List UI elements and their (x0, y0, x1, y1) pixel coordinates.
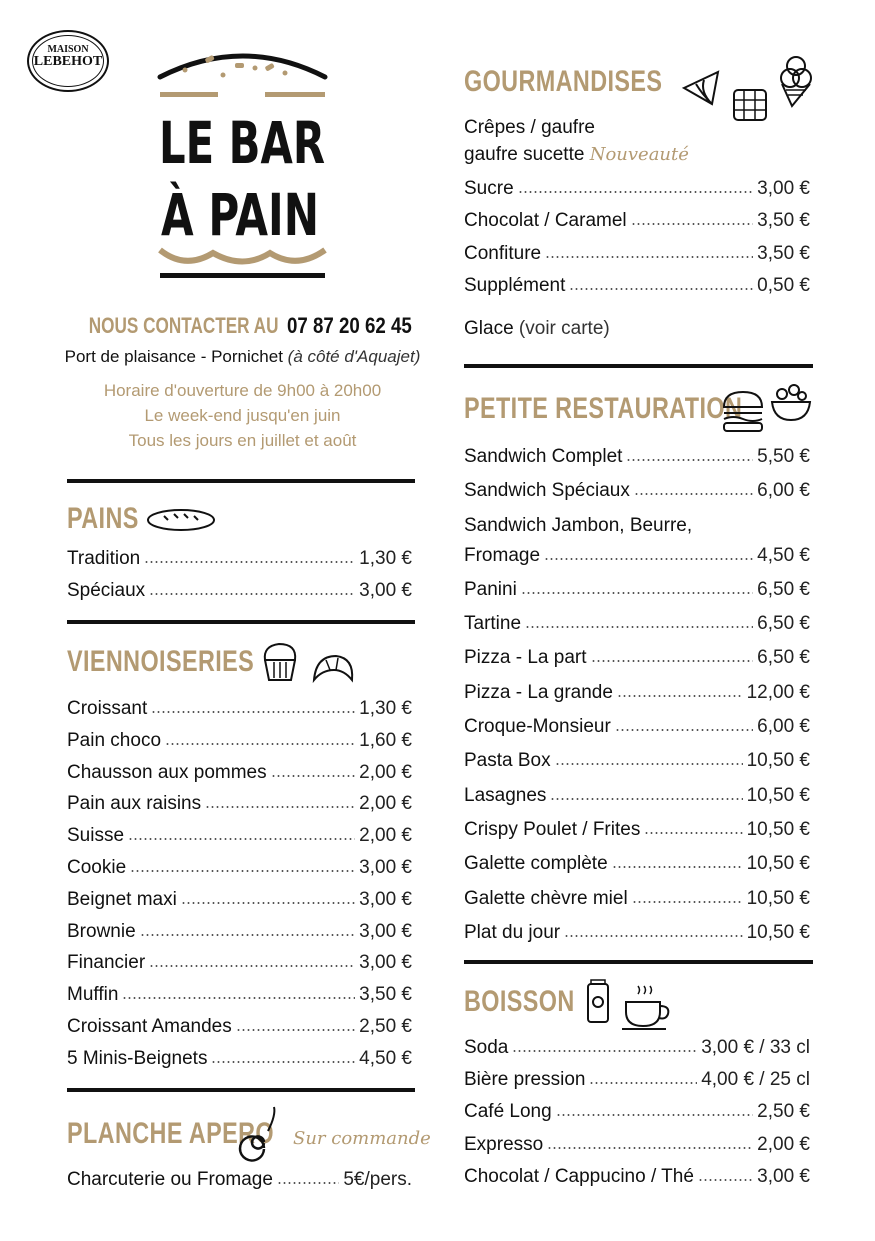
menu-item (464, 205, 810, 237)
croissant-icon (310, 652, 356, 693)
menu-item-price: 10,50 € (746, 887, 810, 909)
menu-item (464, 1129, 810, 1161)
menu-item-name: Chausson aux pommes (67, 761, 267, 783)
gaufre-sucette-label: gaufre sucette (464, 144, 585, 165)
section-title-planche-apero: PLANCHE APERO (67, 1117, 275, 1150)
menu-item-name: Lasagnes (464, 784, 547, 806)
burger-icon (721, 389, 765, 438)
menu-item-name: Croque-Monsieur (464, 716, 611, 738)
section-title-petite-restauration: PETITE RESTAURATION (464, 392, 743, 425)
menu-item-name: Charcuterie ou Fromage (67, 1169, 273, 1190)
dot-leader (564, 934, 742, 938)
menu-item-price: 6,00 € (757, 716, 810, 738)
dot-leader (589, 1081, 697, 1085)
dot-leader (165, 742, 355, 746)
menu-item-name: Tradition (67, 548, 141, 569)
dot-leader (644, 831, 742, 835)
menu-item-name: Galette complète (464, 853, 608, 875)
menu-item-price: 2,00 € (359, 761, 412, 783)
dot-leader (626, 458, 753, 462)
menu-item-name: Galette chèvre miel (464, 887, 628, 909)
menu-item-name: Muffin (67, 984, 119, 1006)
phone-number[interactable]: 07 87 20 62 45 (286, 313, 412, 338)
dot-leader (512, 1049, 697, 1053)
cupcake-icon (259, 638, 301, 687)
dot-leader (632, 900, 743, 904)
menu-item-price: 2,00 € (359, 793, 412, 815)
menu-item-name: Expresso (464, 1133, 544, 1155)
glace-note: (voir carte) (518, 318, 610, 339)
menu-item-price: 3,00 € (359, 580, 412, 601)
address-text: Port de plaisance - Pornichet (64, 347, 283, 366)
menu-item (67, 979, 412, 1011)
menu-item-price: 3,00 € (359, 856, 412, 878)
section-title-boisson: BOISSON (464, 985, 575, 1018)
dot-leader (128, 837, 355, 841)
menu-item-name-line1: Sandwich Jambon, Beurre, (464, 514, 693, 536)
menu-item (464, 1161, 810, 1193)
dot-leader (149, 592, 355, 596)
menu-item-name: Café Long (464, 1101, 552, 1123)
nouveaute-badge: Nouveauté (589, 144, 689, 165)
salad-icon (770, 380, 812, 429)
menu-item-name: Crispy Poulet / Frites (464, 818, 641, 840)
dot-leader (181, 901, 355, 905)
dot-leader (617, 694, 743, 698)
divider (464, 960, 813, 964)
menu-item-price: 3,50 € (757, 242, 810, 264)
bread-icon (146, 508, 216, 537)
menu-item (464, 539, 810, 573)
menu-item-name: Soda (464, 1037, 509, 1058)
address (0, 347, 485, 367)
menu-item (464, 779, 810, 813)
menu-item (464, 710, 810, 744)
section-title-viennoiseries: VIENNOISERIES (67, 645, 255, 678)
dot-leader (518, 190, 754, 194)
menu-item-price: 5€/pers. (343, 1169, 412, 1190)
menu-item (67, 947, 412, 979)
dot-leader (555, 762, 743, 766)
divider (464, 364, 813, 368)
menu-item (464, 813, 810, 847)
menu-item-name: Pain aux raisins (67, 793, 202, 815)
dot-leader (140, 933, 356, 937)
contact-label: NOUS CONTACTER AU (89, 313, 279, 338)
opening-hours (0, 378, 485, 453)
menu-item-name: Chocolat / Cappucino / Thé (464, 1165, 694, 1187)
dot-leader (277, 1181, 339, 1185)
menu-item-name: Financier (67, 952, 146, 974)
dot-leader (544, 557, 753, 561)
menu-item-price: 3,00 € (757, 178, 810, 199)
menu-item-price: 3,00 € (359, 920, 412, 942)
menu-item (67, 725, 412, 757)
menu-item-price: 2,50 € (757, 1101, 810, 1123)
menu-item-price: 2,00 € (359, 825, 412, 847)
dot-leader (205, 805, 355, 809)
address-note: (à côté d'Aquajet) (287, 347, 421, 366)
menu-item (67, 820, 412, 852)
menu-item (464, 1032, 810, 1064)
menu-item-price: 0,50 € (757, 275, 810, 297)
divider (67, 1088, 415, 1092)
menu-item (464, 173, 810, 205)
menu-item-price: 12,00 € (746, 681, 810, 703)
olive-icon (246, 1105, 282, 1158)
crepes-subtitle: Crêpes / gaufre (464, 117, 595, 138)
dot-leader (569, 287, 753, 291)
menu-item-price: 1,60 € (359, 729, 412, 751)
dot-leader (547, 1146, 753, 1150)
menu-item-price: 5,50 € (757, 446, 810, 467)
svg-text:LE BAR: LE BAR (159, 109, 325, 177)
menu-item-name: Spéciaux (67, 580, 146, 601)
menu-item (464, 676, 810, 710)
dot-leader (550, 797, 742, 801)
menu-item (67, 884, 412, 916)
menu-item-name: 5 Minis-Beignets (67, 1047, 208, 1069)
hours-line: Horaire d'ouverture de 9h00 à 20h00 (103, 381, 382, 400)
menu-item-name: Sandwich Complet (464, 446, 623, 467)
menu-item-price: 6,50 € (757, 578, 810, 600)
menu-item-price: 3,00 € (359, 888, 412, 910)
planche-list (67, 1164, 412, 1196)
menu-item-name: Pain choco (67, 729, 162, 751)
glace-line (464, 318, 610, 340)
menu-item-price: 4,50 € (757, 544, 810, 566)
dot-leader (144, 560, 355, 564)
gaufre-sucette-subtitle (464, 144, 689, 166)
menu-item-price: 10,50 € (746, 750, 810, 772)
menu-item-name: Supplément (464, 275, 566, 297)
menu-item-name: Beignet maxi (67, 888, 177, 910)
menu-item-name: Croissant Amandes (67, 1015, 232, 1037)
menu-item-name: Panini (464, 578, 517, 600)
divider (67, 479, 415, 483)
pains-list (67, 543, 412, 607)
menu-item-price: 10,50 € (746, 784, 810, 806)
menu-item (464, 238, 810, 270)
dot-leader (236, 1028, 355, 1032)
menu-item-name: Croissant (67, 698, 148, 719)
menu-item-price: 10,50 € (746, 818, 810, 840)
menu-item-price: 10,50 € (746, 921, 810, 943)
menu-item-price: 3,00 € (359, 952, 412, 974)
menu-item-name: Cookie (67, 856, 127, 878)
menu-item (464, 270, 810, 302)
dot-leader (612, 865, 743, 869)
dot-leader (631, 222, 754, 226)
menu-item (67, 916, 412, 948)
menu-item-name: Fromage (464, 544, 541, 566)
coffee-cup-icon (622, 982, 672, 1037)
menu-item-price: 1,30 € (359, 548, 412, 569)
menu-item-price: 4,00 € / 25 cl (701, 1069, 810, 1091)
menu-item-price: 6,50 € (757, 613, 810, 635)
hours-line: Tous les jours en juillet et août (128, 431, 357, 450)
menu-item-price: 3,50 € (359, 984, 412, 1006)
dot-leader (556, 1113, 753, 1117)
menu-item (67, 788, 412, 820)
menu-item (464, 847, 810, 881)
menu-item-price: 2,50 € (359, 1015, 412, 1037)
menu-item-price: 10,50 € (746, 853, 810, 875)
ice-cream-icon (778, 54, 814, 113)
menu-item-name: Brownie (67, 920, 136, 942)
menu-item (67, 1043, 412, 1075)
waffle-icon (730, 86, 770, 129)
divider (67, 620, 415, 624)
section-title-pains: PAINS (67, 502, 139, 535)
menu-item-name: Bière pression (464, 1069, 586, 1091)
dot-leader (634, 492, 753, 496)
menu-item-price: 3,00 € (757, 1165, 810, 1187)
menu-item-price: 2,00 € (757, 1133, 810, 1155)
menu-item (67, 1011, 412, 1043)
dot-leader (122, 996, 355, 1000)
menu-item-price: 6,50 € (757, 647, 810, 669)
maison-lebehot-logo: MAISON LEBEHOT (27, 30, 109, 92)
menu-item (464, 882, 810, 916)
menu-item-name: Chocolat / Caramel (464, 210, 627, 232)
dot-leader (525, 625, 753, 629)
gourmandises-list (464, 173, 810, 303)
dot-leader (698, 1178, 753, 1182)
menu-item (464, 1064, 810, 1096)
menu-item (464, 744, 810, 778)
menu-item (464, 641, 810, 675)
dot-leader (130, 869, 355, 873)
dot-leader (545, 255, 753, 259)
menu-item-price: 6,00 € (757, 480, 810, 502)
dot-leader (271, 774, 356, 778)
menu-item (67, 693, 412, 725)
viennoiseries-list (67, 693, 412, 1075)
petite-restauration-list (464, 440, 810, 950)
menu-item (67, 575, 412, 607)
menu-item (67, 757, 412, 789)
svg-text:À PAIN: À PAIN (161, 181, 379, 249)
menu-item (67, 852, 412, 884)
le-bar-a-pain-logo (155, 45, 379, 285)
menu-item (464, 607, 810, 641)
menu-item (464, 916, 810, 950)
menu-item-price: 4,50 € (359, 1047, 412, 1069)
menu-item (464, 573, 810, 607)
sur-commande-note: Sur commande (293, 1128, 431, 1149)
glace-label: Glace (464, 318, 514, 339)
menu-item (464, 1096, 810, 1128)
menu-item-name: Confiture (464, 242, 542, 264)
menu-item-name: Pasta Box (464, 750, 551, 772)
dot-leader (615, 728, 753, 732)
boisson-list (464, 1032, 810, 1193)
dot-leader (211, 1060, 355, 1064)
menu-item-price: 1,30 € (359, 698, 412, 719)
menu-item (464, 474, 810, 508)
dot-leader (521, 591, 753, 595)
menu-item (67, 1164, 412, 1196)
menu-item-price: 3,00 € / 33 cl (701, 1037, 810, 1058)
menu-item-name: Suisse (67, 825, 125, 847)
menu-item-name: Pizza - La part (464, 647, 587, 669)
crepe-icon (682, 70, 722, 113)
section-title-gourmandises: GOURMANDISES (464, 65, 663, 98)
menu-item (67, 543, 412, 575)
contact-line (0, 313, 485, 339)
menu-item-name: Pizza - La grande (464, 681, 613, 703)
menu-item-name: Plat du jour (464, 921, 561, 943)
menu-item-name: Tartine (464, 613, 522, 635)
menu-item-name: Sandwich Spéciaux (464, 480, 630, 502)
menu-item (464, 440, 810, 474)
menu-item-price: 3,50 € (757, 210, 810, 232)
dot-leader (151, 710, 355, 714)
soda-can-icon (584, 978, 612, 1031)
hours-line: Le week-end jusqu'en juin (144, 406, 341, 425)
dot-leader (149, 964, 355, 968)
menu-item-name: Sucre (464, 178, 514, 199)
dot-leader (591, 659, 754, 663)
